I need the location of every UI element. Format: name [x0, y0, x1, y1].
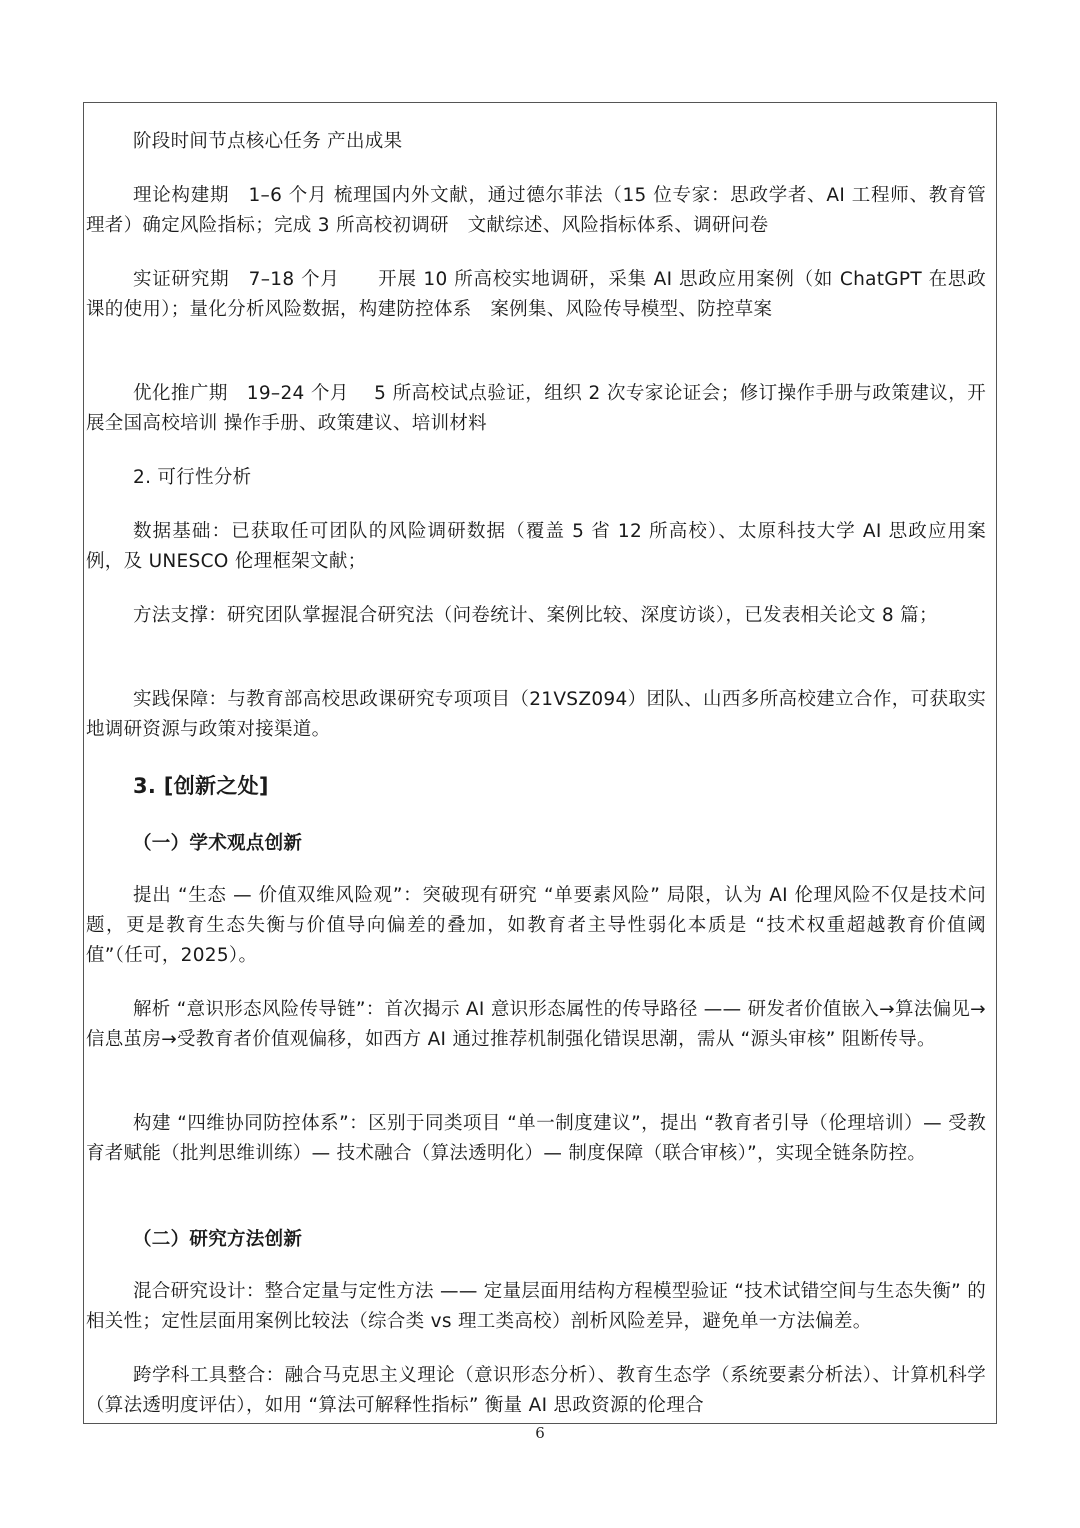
paragraph-method-support: 方法支撑：研究团队掌握混合研究法（问卷统计、案例比较、深度访谈），已发表相关论文 8 篇； — [133, 605, 938, 626]
paragraph-four-dimension: 构建 “四维协同防控体系”：区别于同类项目 “单一制度建议”，提出 “教育者引导（伦理培训）— 受教育者赋能（批判思维训练）— 技术融合（算法透明化）— 制度保障（联合审核）”，实现全链条防控。 — [86, 1113, 986, 1164]
heading-innovation: 3. [创新之处] — [133, 774, 269, 798]
page-number: 6 — [535, 1424, 545, 1442]
paragraph-phase-1: 理论构建期 1–6 个月 梳理国内外文献，通过德尔菲法（15 位专家：思政学者、AI 工程师、教育管理者）确定风险指标；完成 3 所高校初调研 文献综述、风险指标体系、调研问卷 — [86, 185, 986, 236]
paragraph-mixed-research: 混合研究设计：整合定量与定性方法 —— 定量层面用结构方程模型验证 “技术试错空间与生态失衡” 的相关性；定性层面用案例比较法（综合类 vs 理工类高校）剖析风险差异，避免单一方法偏差。 — [86, 1281, 986, 1332]
paragraph-data-basis: 数据基础：已获取任可团队的风险调研数据（覆盖 5 省 12 所高校）、太原科技大学 AI 思政应用案例，及 UNESCO 伦理框架文献； — [86, 521, 986, 572]
paragraph-eco-value: 提出 “生态 — 价值双维风险观”：突破现有研究 “单要素风险” 局限，认为 AI 伦理风险不仅是技术问题，更是教育生态失衡与价值导向偏差的叠加，如教育者主导性弱化本质是 “技术权重超越教育价值阈值”（任可，2025）。 — [86, 885, 986, 966]
heading-feasibility: 2. 可行性分析 — [133, 467, 252, 488]
paragraph-practice-guarantee: 实践保障：与教育部高校思政课研究专项项目（21VSZ094）团队、山西多所高校建立合作，可获取实地调研资源与政策对接渠道。 — [86, 689, 986, 740]
paragraph-phase-3: 优化推广期 19–24 个月 5 所高校试点验证，组织 2 次专家论证会；修订操作手册与政策建议，开展全国高校培训 操作手册、政策建议、培训材料 — [86, 383, 986, 434]
heading-academic-innovation: （一）学术观点创新 — [133, 833, 303, 854]
page-frame — [83, 102, 997, 1424]
paragraph-table-header: 阶段时间节点核心任务 产出成果 — [133, 131, 403, 152]
heading-method-innovation: （二）研究方法创新 — [133, 1229, 303, 1250]
paragraph-ideology-chain: 解析 “意识形态风险传导链”：首次揭示 AI 意识形态属性的传导路径 —— 研发者价值嵌入→算法偏见→信息茧房→受教育者价值观偏移，如西方 AI 通过推荐机制强化错误思潮，需从 “源头审核” 阻断传导。 — [86, 999, 986, 1050]
paragraph-interdisciplinary: 跨学科工具整合：融合马克思主义理论（意识形态分析）、教育生态学（系统要素分析法）、计算机科学（算法透明度评估），如用 “算法可解释性指标” 衡量 AI 思政资源的伦理合 — [86, 1365, 986, 1416]
paragraph-phase-2: 实证研究期 7–18 个月 开展 10 所高校实地调研，采集 AI 思政应用案例（如 ChatGPT 在思政课的使用）；量化分析风险数据，构建防控体系 案例集、风险传导模型、防控草案 — [86, 269, 986, 320]
